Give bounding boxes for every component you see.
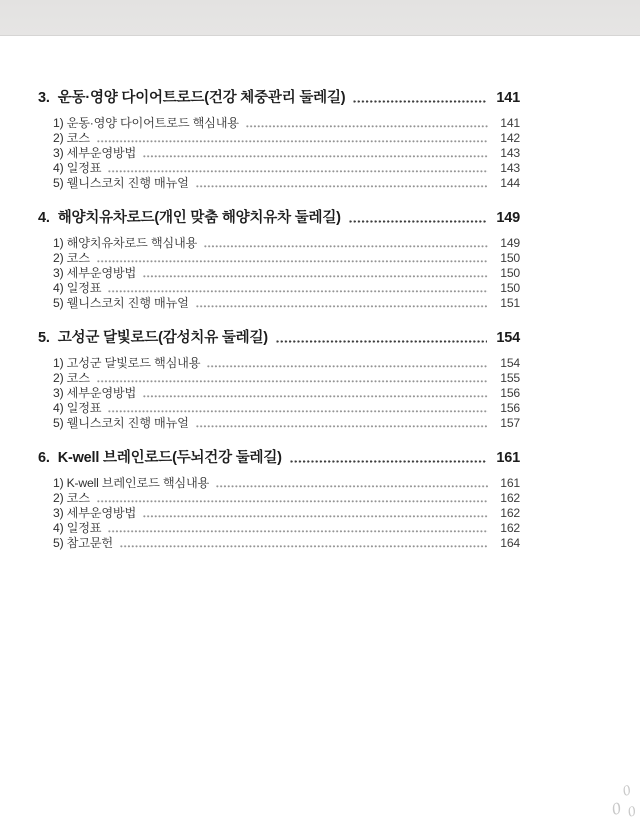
entry-page-number: 150	[500, 281, 520, 295]
stray-scan-mark: 0	[626, 804, 639, 821]
section-page-number: 141	[496, 90, 520, 106]
entry-label: 3) 세부운영방법	[53, 386, 137, 400]
dot-leader	[290, 460, 487, 463]
entry-label: 1) 고성군 달빛로드 핵심내용	[53, 356, 201, 370]
dot-leader	[97, 500, 488, 503]
toc-entry	[38, 356, 520, 371]
entry-label: 2) 코스	[53, 251, 90, 265]
toc-section	[38, 210, 520, 311]
toc-entry	[38, 161, 520, 176]
toc-entry	[38, 491, 520, 506]
entry-page-number: 157	[500, 416, 520, 430]
toc-entry	[38, 131, 520, 146]
entry-page-number: 141	[500, 116, 520, 130]
section-number: 3.	[38, 90, 50, 106]
entry-page-number: 144	[500, 176, 520, 190]
dot-leader	[108, 170, 488, 173]
toc-entry	[38, 371, 520, 386]
entry-label: 3) 세부운영방법	[53, 266, 137, 280]
section-number: 4.	[38, 210, 50, 226]
entry-label: 5) 웰니스코치 진행 매뉴얼	[53, 176, 189, 190]
toc-entry	[38, 476, 520, 491]
entry-label: 1) K-well 브레인로드 핵심내용	[53, 476, 210, 490]
dot-leader	[276, 340, 487, 343]
dot-leader	[108, 530, 488, 533]
scanner-edge-band	[0, 0, 640, 36]
dot-leader	[143, 515, 488, 518]
entry-label: 2) 코스	[53, 131, 90, 145]
section-number: 6.	[38, 450, 50, 466]
entry-page-number: 151	[500, 296, 520, 310]
toc-entry	[38, 176, 520, 191]
entry-page-number: 162	[500, 506, 520, 520]
entry-page-number: 162	[500, 521, 520, 535]
dot-leader	[108, 410, 488, 413]
entry-label: 4) 일정표	[53, 161, 102, 175]
toc-entry	[38, 416, 520, 431]
dot-leader	[108, 290, 488, 293]
entry-label: 4) 일정표	[53, 401, 102, 415]
stray-scan-mark: 0	[609, 799, 624, 819]
section-title: 해양치유차로드(개인 맞춤 해양치유차 둘레길)	[57, 210, 341, 226]
toc-section	[38, 330, 520, 431]
toc-entry	[38, 401, 520, 416]
section-title: 운동·영양 다이어트로드(건강 체중관리 둘레길)	[57, 90, 346, 106]
entry-page-number: 143	[500, 161, 520, 175]
toc-entry	[38, 236, 520, 251]
entry-label: 5) 웰니스코치 진행 매뉴얼	[53, 416, 189, 430]
dot-leader	[143, 275, 488, 278]
toc-entry	[38, 536, 520, 551]
entry-page-number: 164	[500, 536, 520, 550]
toc-section-heading	[38, 330, 520, 346]
entry-label: 3) 세부운영방법	[53, 146, 137, 160]
entry-page-number: 156	[500, 386, 520, 400]
dot-leader	[196, 425, 488, 428]
toc-entry	[38, 506, 520, 521]
toc-entry	[38, 521, 520, 536]
entry-page-number: 143	[500, 146, 520, 160]
dot-leader	[196, 305, 488, 308]
toc-entry	[38, 386, 520, 401]
entry-label: 1) 운동·영양 다이어트로드 핵심내용	[53, 116, 239, 130]
toc-section-heading	[38, 210, 520, 226]
dot-leader	[216, 485, 488, 488]
entry-label: 2) 코스	[53, 491, 90, 505]
toc-section	[38, 90, 520, 191]
entry-page-number: 150	[500, 266, 520, 280]
dot-leader	[204, 245, 488, 248]
section-number: 5.	[38, 330, 50, 346]
toc-section	[38, 450, 520, 551]
section-page-number: 154	[496, 330, 520, 346]
entry-page-number: 149	[500, 236, 520, 250]
dot-leader	[207, 365, 488, 368]
entry-label: 1) 해양치유차로드 핵심내용	[53, 236, 198, 250]
entry-page-number: 150	[500, 251, 520, 265]
entry-page-number: 154	[500, 356, 520, 370]
table-of-contents	[0, 36, 520, 551]
dot-leader	[143, 155, 488, 158]
toc-entry	[38, 146, 520, 161]
dot-leader	[97, 380, 488, 383]
toc-entry	[38, 116, 520, 131]
section-page-number: 149	[496, 210, 520, 226]
entry-label: 5) 웰니스코치 진행 매뉴얼	[53, 296, 189, 310]
entry-label: 4) 일정표	[53, 521, 102, 535]
section-title: 고성군 달빛로드(감성치유 둘레길)	[57, 330, 268, 346]
section-title: K-well 브레인로드(두뇌건강 둘레길)	[57, 450, 282, 466]
toc-entry	[38, 266, 520, 281]
toc-entry	[38, 251, 520, 266]
entry-label: 3) 세부운영방법	[53, 506, 137, 520]
dot-leader	[349, 220, 487, 223]
entry-label: 4) 일정표	[53, 281, 102, 295]
dot-leader	[353, 100, 487, 103]
entry-label: 5) 참고문헌	[53, 536, 113, 550]
entry-page-number: 161	[500, 476, 520, 490]
dot-leader	[97, 260, 488, 263]
dot-leader	[196, 185, 488, 188]
section-page-number: 161	[496, 450, 520, 466]
toc-entry	[38, 296, 520, 311]
dot-leader	[246, 125, 488, 128]
toc-section-heading	[38, 90, 520, 106]
entry-page-number: 155	[500, 371, 520, 385]
entry-page-number: 156	[500, 401, 520, 415]
toc-section-heading	[38, 450, 520, 466]
dot-leader	[143, 395, 488, 398]
entry-label: 2) 코스	[53, 371, 90, 385]
entry-page-number: 142	[500, 131, 520, 145]
stray-scan-mark: 0	[620, 783, 634, 800]
dot-leader	[97, 140, 488, 143]
dot-leader	[120, 545, 488, 548]
toc-entry	[38, 281, 520, 296]
entry-page-number: 162	[500, 491, 520, 505]
